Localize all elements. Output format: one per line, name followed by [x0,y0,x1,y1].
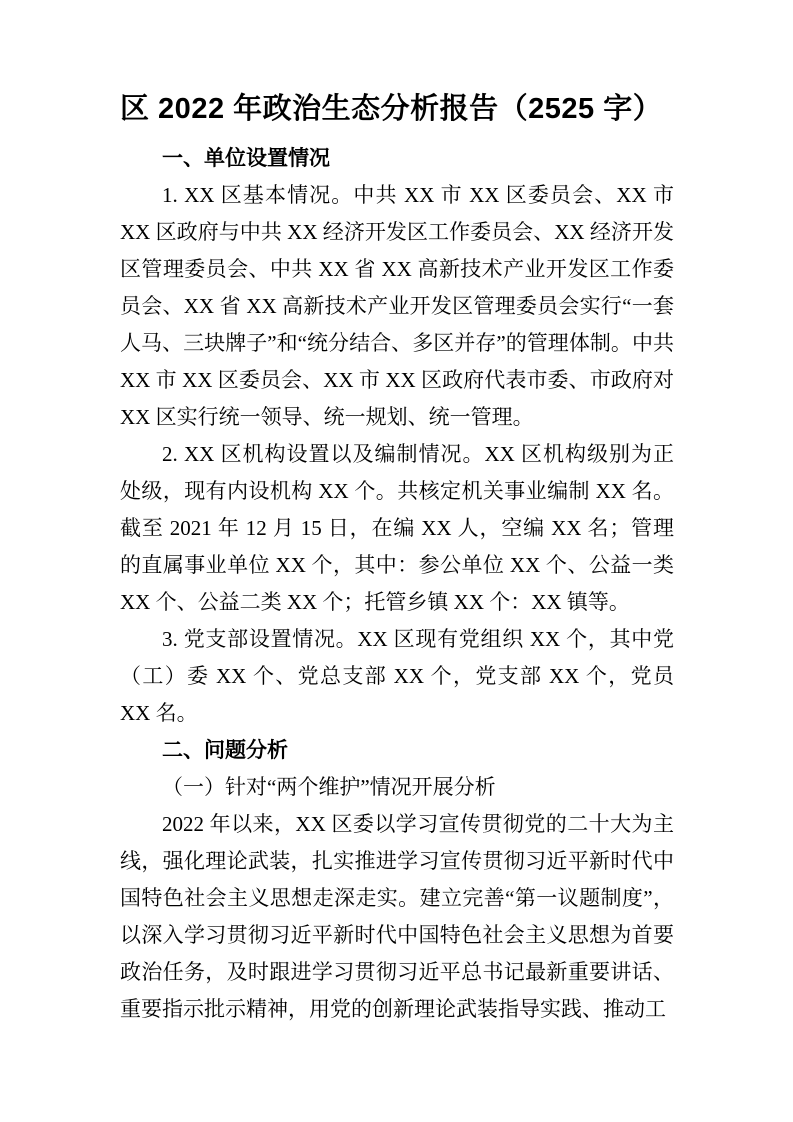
section-2-subheading: （一）针对“两个维护”情况开展分析 [162,775,496,799]
section-1-paragraph-3: 3. 党支部设置情况。XX 区现有党组织 XX 个，其中党（工）委 XX 个、党总支部 XX 个，党支部 XX 个，党员 XX 名。 [120,627,674,725]
section-2-heading: 二、问题分析 [162,739,288,762]
section-2-paragraph-1: 2022 年以来，XX 区委以学习宣传贯彻党的二十大为主线，强化理论武装，扎实推进学习宣传贯彻习近平新时代中国特色社会主义思想走深走实。建立完善“第一议题制度”，以深入学习贯彻习近平新时代中国特色社会主义思想为首要政治任务，及时跟进学习贯彻习近平总书记最新重要讲话、重要指示批示精神，用党的创新理论武装指导实践、推动工 [120,812,674,1021]
section-1-paragraph-1: 1. XX 区基本情况。中共 XX 市 XX 区委员会、XX 市 XX 区政府与中共 XX 经济开发区工作委员会、XX 经济开发区管理委员会、中共 XX 省 XX 高新技术产业开发区工作委员会、XX 省 XX 高新技术产业开发区管理委员会实行“一套人马、三块牌子”和“统分结合、多区并存”的管理体制。中共 XX 市 XX 区委员会、XX 市 XX 区政府代表市委、市政府对 XX 区实行统一领导、统一规划、统一管理。 [120,183,674,429]
section-1-heading: 一、单位设置情况 [162,147,330,170]
document-title: 区 2022 年政治生态分析报告（2525 字） [120,93,663,125]
section-1-paragraph-2: 2. XX 区机构设置以及编制情况。XX 区机构级别为正处级，现有内设机构 XX 个。共核定机关事业编制 XX 名。截至 2021 年 12 月 15 日，在编 XX 人，空编 XX 名；管理的直属事业单位 XX 个，其中：参公单位 XX 个、公益一类 XX 个、公益二类 XX 个；托管乡镇 XX 个：XX 镇等。 [120,442,674,614]
